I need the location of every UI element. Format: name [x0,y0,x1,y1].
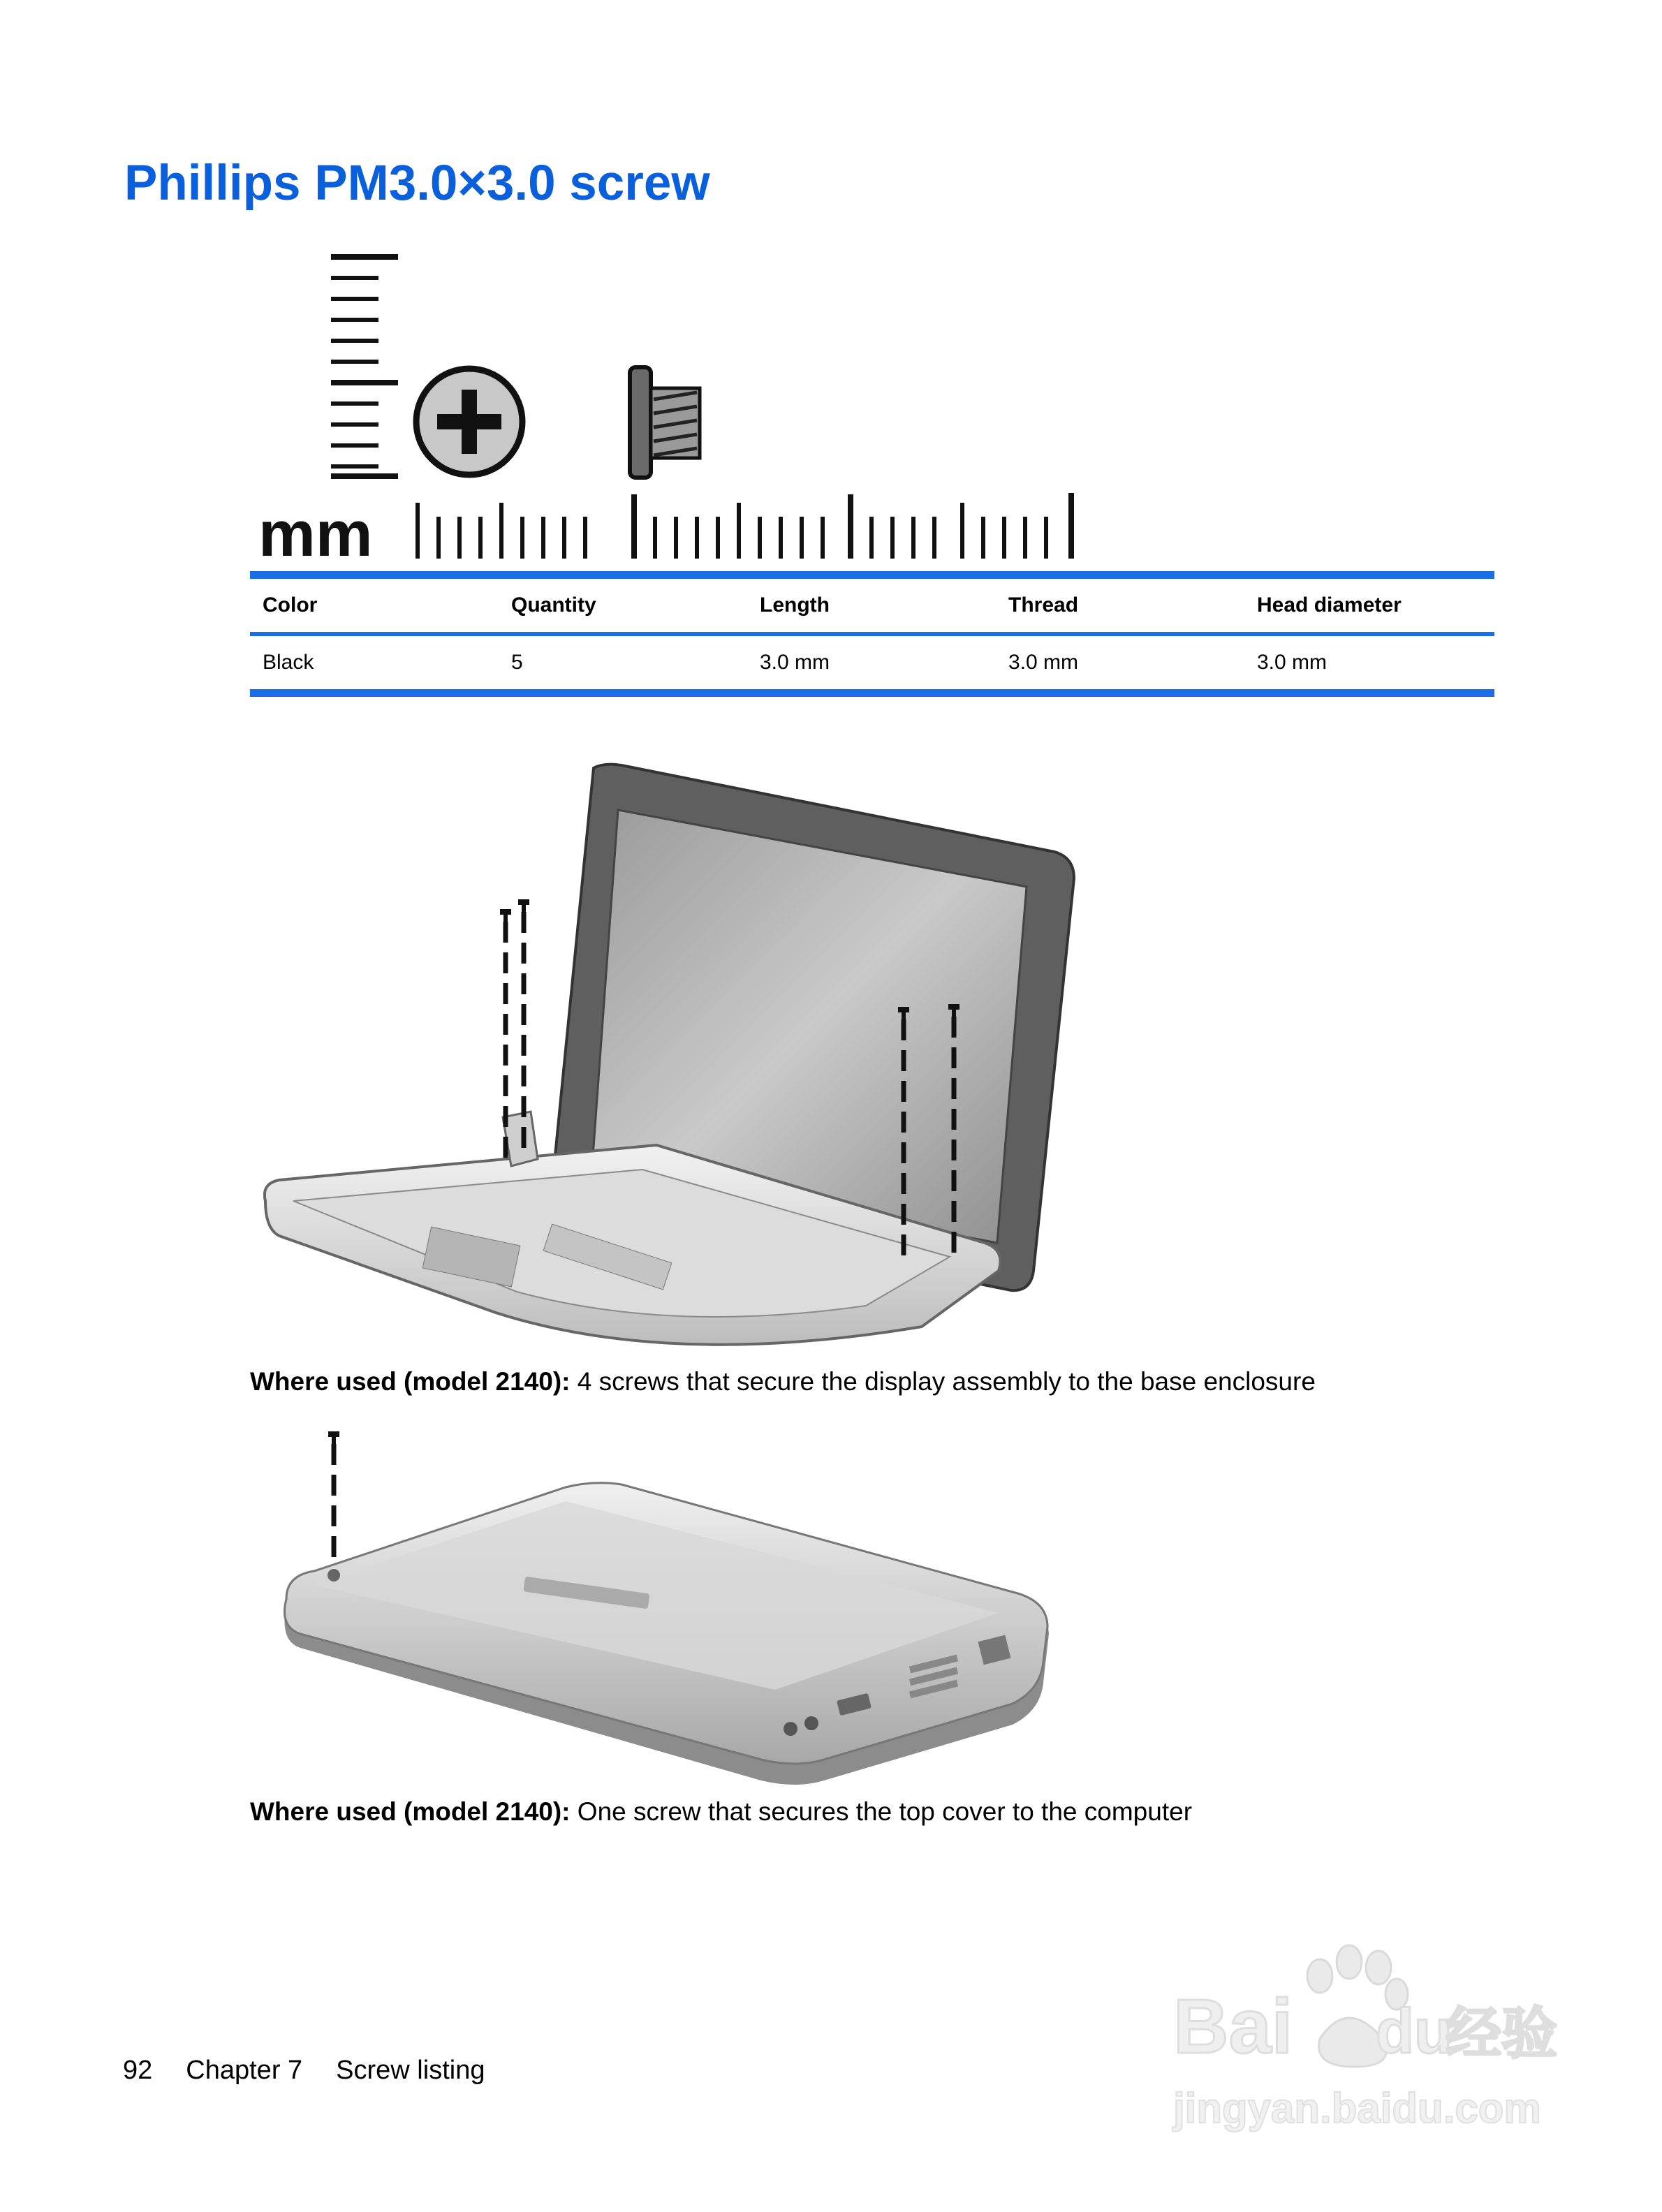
svg-text:du: du [1376,1997,1453,2067]
screw-head-icon [416,369,522,475]
screw-ruler-illustration [258,244,1096,566]
header-head-diameter: Head diameter [1257,593,1402,617]
svg-text:jingyan.baidu.com: jingyan.baidu.com [1173,2085,1541,2132]
display-assembly-caption [250,1367,1316,1396]
header-length: Length [760,593,830,617]
header-quantity: Quantity [511,593,596,617]
horizontal-scale [418,493,1071,559]
section-label: Screw listing [336,2056,485,2085]
page-footer [123,2056,518,2086]
cell-quantity: 5 [511,651,523,674]
vertical-scale [331,257,398,476]
header-thread: Thread [1008,593,1079,617]
table-header-row [250,579,1494,632]
page-number: 92 [123,2056,153,2085]
cell-thread: 3.0 mm [1008,651,1079,674]
page-title: Phillips PM3.0×3.0 screw [124,156,710,211]
display-assembly-figure [251,754,1089,1362]
ruler-unit-label: mm [258,499,373,566]
chapter-label: Chapter 7 [186,2056,303,2085]
top-cover-caption [250,1797,1192,1827]
svg-text:经验: 经验 [1446,2001,1557,2066]
table-row [250,636,1494,689]
cell-head-diameter: 3.0 mm [1257,651,1328,674]
caption-text: One screw that secures the top cover to the computer [570,1797,1193,1826]
caption-label: Where used (model 2140): [250,1367,571,1396]
top-cover-figure [272,1424,1061,1787]
cell-color: Black [263,651,314,674]
table-top-rule [250,571,1494,579]
spec-table [250,571,1494,697]
baidu-watermark-logo [1145,1927,1564,2178]
svg-text:Bai: Bai [1173,1984,1293,2070]
header-color: Color [263,593,318,617]
cell-length: 3.0 mm [760,651,830,674]
screw-side-icon [630,367,700,478]
caption-text: 4 screws that secure the display assembly to the base enclosure [570,1367,1316,1396]
caption-label: Where used (model 2140): [250,1797,571,1826]
table-bottom-rule [250,689,1494,697]
